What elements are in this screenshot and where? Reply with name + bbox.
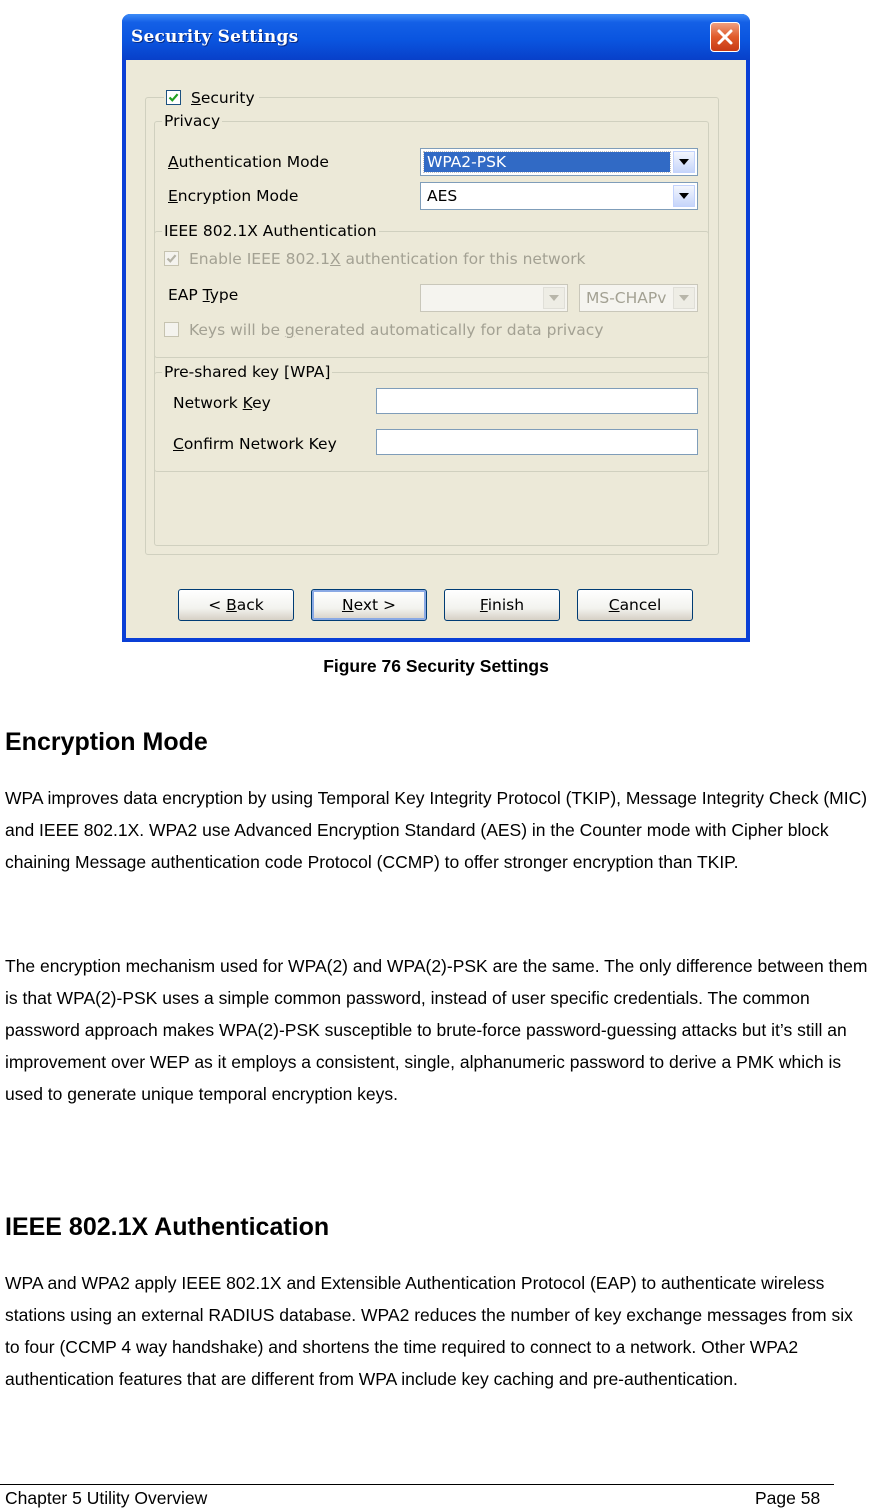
finish-button[interactable]: Finish xyxy=(444,589,560,621)
security-checkbox-row[interactable] xyxy=(164,89,259,107)
encryption-mode-value: AES xyxy=(427,187,458,205)
encryption-mode-select[interactable] xyxy=(420,182,698,210)
chevron-down-icon xyxy=(679,193,689,199)
footer-divider xyxy=(0,1484,834,1485)
figure-caption: Figure 76 Security Settings xyxy=(323,656,549,676)
enable-8021x-label: Enable IEEE 802.1X authentication for this network xyxy=(189,250,586,268)
close-icon xyxy=(716,28,734,46)
eap-type-label: EAP Type xyxy=(168,286,239,304)
chevron-down-icon xyxy=(679,159,689,165)
confirm-network-key-input[interactable] xyxy=(376,429,698,455)
psk-legend: Pre-shared key [WPA] xyxy=(164,363,331,381)
security-checkbox[interactable] xyxy=(166,90,181,105)
auto-keys-label: Keys will be generated automatically for data privacy xyxy=(189,321,604,339)
eap-type-select[interactable] xyxy=(420,284,568,312)
confirm-network-key-label: Confirm Network Key xyxy=(173,435,337,453)
eap-inner-method-value: MS-CHAPv xyxy=(586,289,667,307)
eap-inner-method-select[interactable] xyxy=(579,284,698,312)
dialog-titlebar[interactable] xyxy=(122,14,750,60)
auto-keys-checkbox[interactable] xyxy=(164,322,179,337)
paragraph: WPA improves data encryption by using Temporal Key Integrity Protocol (TKIP), Message Integrity Check (MIC) and IEEE 802.1X. WPA2 use Advanced Encryption Standard (AES) in the Counter mode with Cipher block chaining Message authentication code Protocol (CCMP) to offer stronger encryption than TKIP. xyxy=(5,788,868,872)
authentication-mode-dropdown-button[interactable] xyxy=(673,151,695,173)
chevron-down-icon xyxy=(679,295,689,301)
paragraph: WPA and WPA2 apply IEEE 802.1X and Extensible Authentication Protocol (EAP) to authenticate wireless stations using an external RADIUS database. WPA2 reduces the number of key exchange messages from six to four (CCMP 4 way handshake) and shortens the time required to connect to a network. Other WPA2 authentication features that are different from WPA include key caching and pre-authentication. xyxy=(5,1273,853,1389)
footer-chapter: Chapter 5 Utility Overview xyxy=(5,1488,208,1508)
next-button[interactable]: Next > xyxy=(311,589,427,621)
enable-8021x-checkbox[interactable] xyxy=(164,251,179,266)
dialog-title: Security Settings xyxy=(131,27,299,47)
authentication-mode-select[interactable] xyxy=(420,148,698,176)
encryption-mode-dropdown-button[interactable] xyxy=(673,185,695,207)
checkmark-icon xyxy=(168,92,179,103)
network-key-label: Network Key xyxy=(173,394,271,412)
network-key-input[interactable] xyxy=(376,388,698,414)
security-settings-dialog xyxy=(122,14,750,642)
privacy-legend: Privacy xyxy=(164,112,221,130)
eap-type-dropdown-button[interactable] xyxy=(543,287,565,309)
security-label: Security xyxy=(191,89,255,107)
ieee-8021x-legend: IEEE 802.1X Authentication xyxy=(164,222,377,240)
encryption-mode-label: Encryption Mode xyxy=(168,187,299,205)
paragraph: The encryption mechanism used for WPA(2) and WPA(2)-PSK are the same. The only difference between them is that WPA(2)-PSK uses a simple common password, instead of user specific credentials. The common password approach makes WPA(2)-PSK susceptible to brute-force password-guessing attacks but it’s still an improvement over WEP as it employs a consistent, single, alphanumeric password to derive a PMK which is used to generate unique temporal encryption keys. xyxy=(5,956,868,1104)
section-heading-ieee-8021x: IEEE 802.1X Authentication xyxy=(5,1213,330,1241)
psk-group xyxy=(154,372,709,472)
eap-type-value xyxy=(424,288,430,308)
chevron-down-icon xyxy=(549,295,559,301)
cancel-button[interactable]: Cancel xyxy=(577,589,693,621)
section-heading-encryption-mode: Encryption Mode xyxy=(5,728,208,756)
footer-page-number: Page 58 xyxy=(755,1488,821,1508)
dialog-client-area xyxy=(126,60,746,638)
back-button[interactable]: < Back xyxy=(178,589,294,621)
close-button[interactable] xyxy=(710,22,740,52)
authentication-mode-value: WPA2-PSK xyxy=(424,152,670,172)
authentication-mode-label: Authentication Mode xyxy=(168,153,329,171)
eap-inner-method-dropdown-button[interactable] xyxy=(673,287,695,309)
checkmark-icon xyxy=(166,253,177,264)
